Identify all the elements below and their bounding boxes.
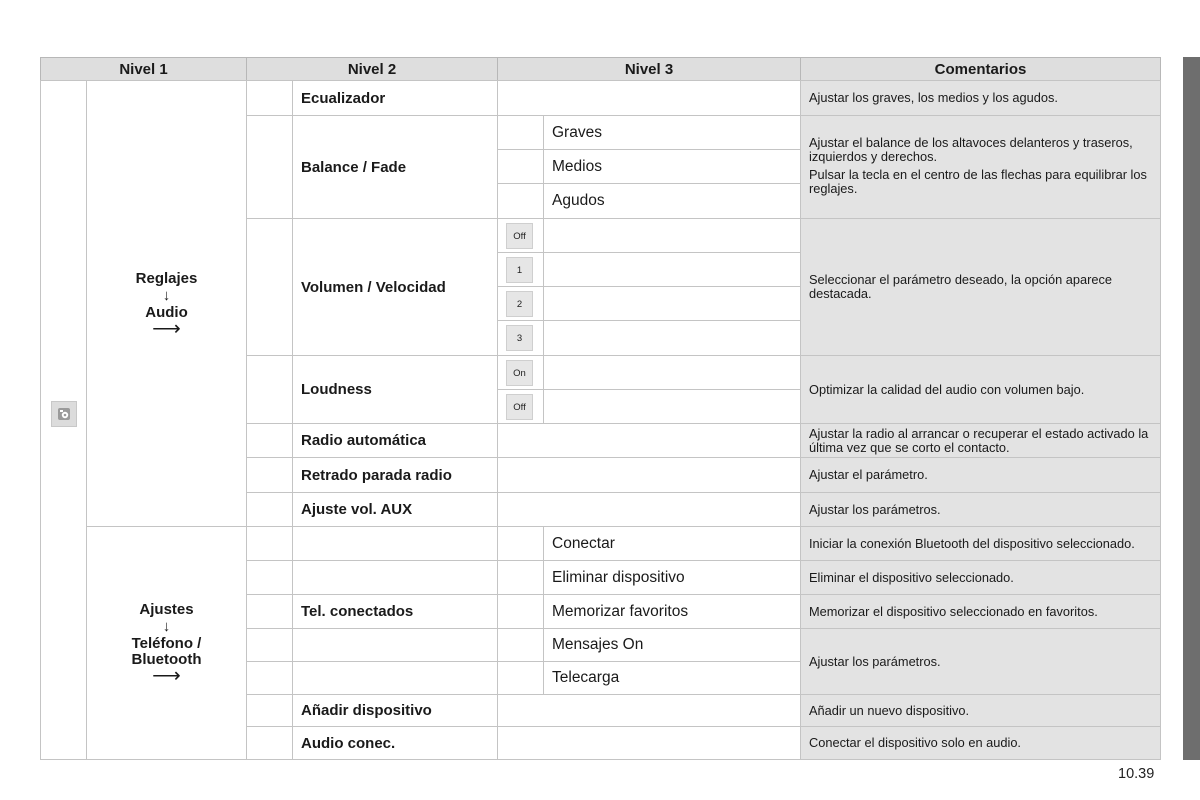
comment-memorizar: Memorizar el dispositivo seleccionado en favoritos.: [800, 594, 1161, 629]
blank-cell: [246, 218, 293, 356]
option-memorizar-favoritos: Memorizar favoritos: [543, 594, 801, 629]
menu-item-audio-conec: Audio conec.: [292, 726, 498, 760]
blank-cell: [246, 526, 293, 561]
option-telecarga: Telecarga: [543, 661, 801, 695]
option-cell: [497, 252, 544, 287]
blank-cell: [497, 526, 544, 561]
blank-cell: [246, 115, 293, 219]
menu-item-aux: Ajuste vol. AUX: [292, 492, 498, 527]
comment-eliminar: Eliminar el dispositivo seleccionado.: [800, 560, 1161, 595]
option-cell: [497, 286, 544, 321]
blank-cell: [246, 492, 293, 527]
comment-retrado: Ajustar el parámetro.: [800, 457, 1161, 493]
blank-cell: [497, 694, 801, 727]
blank-cell: [246, 694, 293, 727]
section-audio-subtitle: Audio: [145, 303, 188, 321]
arrow-right-icon: ⟶: [152, 665, 181, 687]
blank-cell: [497, 149, 544, 184]
blank-cell: [292, 628, 498, 662]
header-nivel1: Nivel 1: [40, 57, 247, 81]
section-bluetooth-title: Ajustes: [139, 601, 194, 618]
page-number: 10.39: [1118, 766, 1155, 782]
blank-cell: [246, 355, 293, 424]
blank-cell: [497, 628, 544, 662]
menu-item-balance: Balance / Fade: [292, 115, 498, 219]
comment-anadir: Añadir un nuevo dispositivo.: [800, 694, 1161, 727]
blank-cell: [543, 218, 801, 253]
section-audio-title: Reglajes: [135, 269, 198, 287]
option-chip: 1: [506, 257, 533, 283]
blank-cell: [246, 628, 293, 662]
option-mensajes-on: Mensajes On: [543, 628, 801, 662]
blank-cell: [292, 526, 498, 561]
option-chip: 2: [506, 291, 533, 317]
blank-cell: [246, 423, 293, 458]
blank-cell: [543, 320, 801, 356]
section-bluetooth: [86, 526, 247, 760]
option-cell: [497, 389, 544, 424]
blank-cell: [497, 492, 801, 527]
section-audio: [86, 80, 247, 527]
blank-cell: [497, 661, 544, 695]
option-chip: On: [506, 360, 533, 386]
option-eliminar-dispositivo: Eliminar dispositivo: [543, 560, 801, 595]
comment-audio-conec: Conectar el dispositivo solo en audio.: [800, 726, 1161, 760]
blank-cell: [543, 389, 801, 424]
blank-cell: [497, 726, 801, 760]
blank-cell: [543, 286, 801, 321]
option-chip: 3: [506, 325, 533, 351]
blank-cell: [497, 183, 544, 219]
option-cell: [497, 355, 544, 390]
menu-item-radio-automatica: Radio automática: [292, 423, 498, 458]
option-cell: [497, 320, 544, 356]
comment-conectar: Iniciar la conexión Bluetooth del dispositivo seleccionado.: [800, 526, 1161, 561]
icon-column: [40, 80, 87, 760]
header-nivel2: Nivel 2: [246, 57, 498, 81]
blank-cell: [497, 115, 544, 150]
blank-cell: [246, 457, 293, 493]
option-conectar: Conectar: [543, 526, 801, 561]
comment-aux: Ajustar los parámetros.: [800, 492, 1161, 527]
comment-ecualizador: Ajustar los graves, los medios y los agudos.: [800, 80, 1161, 116]
blank-cell: [292, 661, 498, 695]
section-bluetooth-subtitle: Teléfono / Bluetooth: [131, 635, 202, 668]
menu-item-loudness: Loudness: [292, 355, 498, 424]
blank-cell: [292, 560, 498, 595]
comment-balance: Ajustar el balance de los altavoces delanteros y traseros, izquierdos y derechos. Pulsar la tecla en el centro de las flechas para equilibrar los reglajes.: [800, 115, 1161, 219]
menu-item-anadir-dispositivo: Añadir dispositivo: [292, 694, 498, 727]
option-chip: Off: [506, 394, 533, 420]
blank-cell: [543, 252, 801, 287]
arrow-right-icon: ⟶: [152, 317, 181, 340]
menu-item-ecualizador: Ecualizador: [292, 80, 498, 116]
blank-cell: [497, 80, 801, 116]
option-agudos: Agudos: [543, 183, 801, 219]
header-comentarios: Comentarios: [800, 57, 1161, 81]
blank-cell: [246, 661, 293, 695]
comment-loudness: Optimizar la calidad del audio con volumen bajo.: [800, 355, 1161, 424]
blank-cell: [246, 560, 293, 595]
option-chip: Off: [506, 223, 533, 249]
comment-radio-automatica: Ajustar la radio al arrancar o recuperar el estado activado la última vez que se corto el contacto.: [800, 423, 1161, 458]
blank-cell: [497, 560, 544, 595]
blank-cell: [497, 594, 544, 629]
blank-cell: [246, 594, 293, 629]
option-medios: Medios: [543, 149, 801, 184]
blank-cell: [497, 457, 801, 493]
chapter-side-tab: [1183, 57, 1200, 760]
settings-icon: [51, 401, 77, 427]
blank-cell: [246, 726, 293, 760]
arrow-down-icon: ↓: [162, 286, 171, 304]
comment-mensajes-telecarga: Ajustar los parámetros.: [800, 628, 1161, 695]
blank-cell: [246, 80, 293, 116]
menu-item-retrado: Retrado parada radio: [292, 457, 498, 493]
comment-volumen: Seleccionar el parámetro deseado, la opción aparece destacada.: [800, 218, 1161, 356]
option-graves: Graves: [543, 115, 801, 150]
blank-cell: [497, 423, 801, 458]
arrow-down-icon: ↓: [162, 618, 171, 635]
blank-cell: [543, 355, 801, 390]
header-nivel3: Nivel 3: [497, 57, 801, 81]
option-cell: [497, 218, 544, 253]
menu-item-tel-conectados: Tel. conectados: [292, 594, 498, 629]
menu-item-volumen: Volumen / Velocidad: [292, 218, 498, 356]
